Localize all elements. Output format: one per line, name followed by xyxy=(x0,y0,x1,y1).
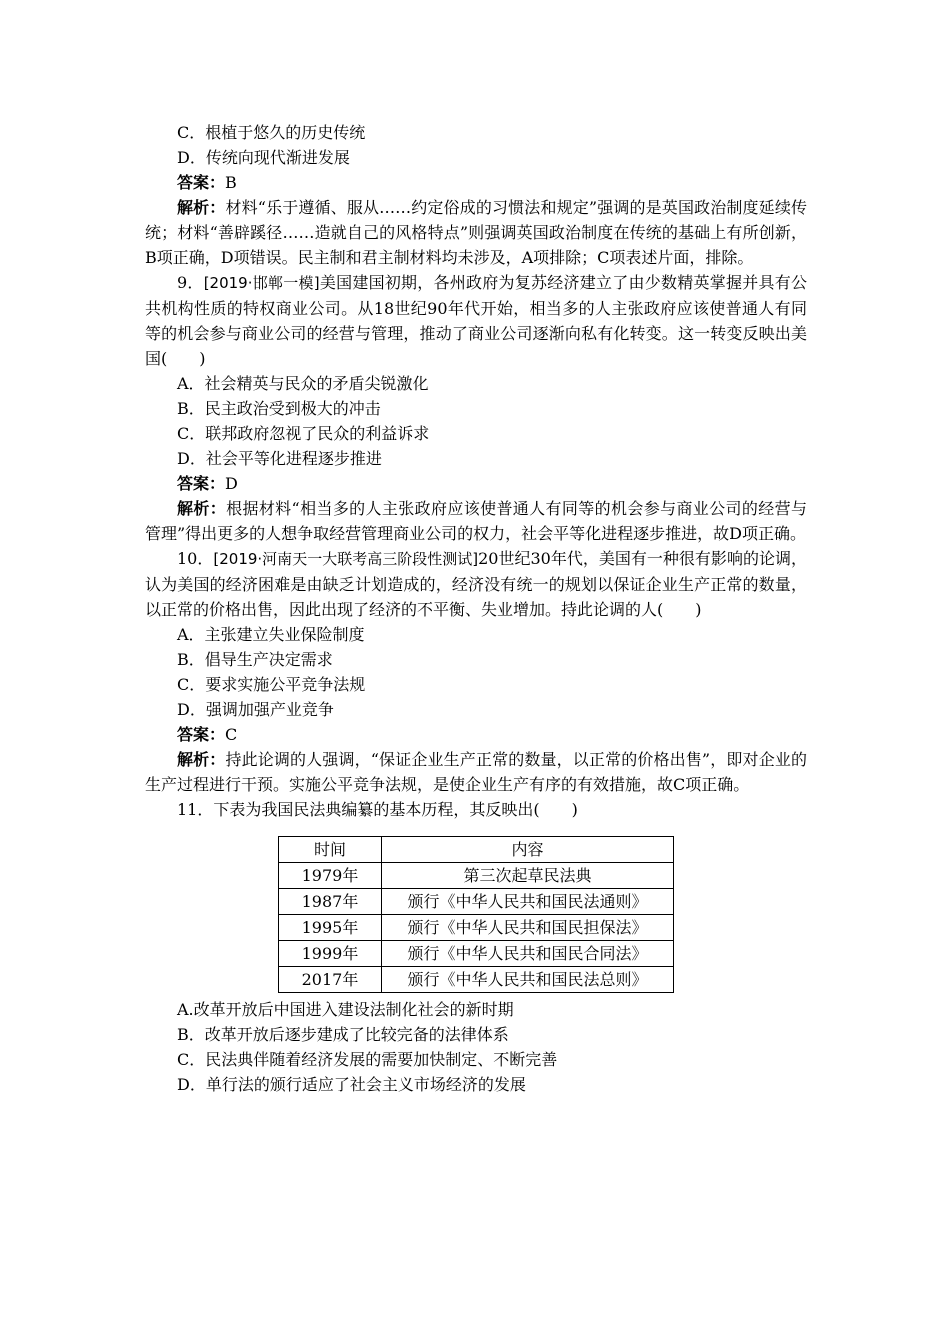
q9-option-d: D．社会平等化进程逐步推进 xyxy=(177,449,382,468)
q11-option-d: D．单行法的颁行适应了社会主义市场经济的发展 xyxy=(177,1075,526,1094)
q11-stem xyxy=(145,797,807,822)
table-cell-content: 颁行《中华人民共和国民法总则》 xyxy=(382,967,674,993)
q8-option-d: D．传统向现代渐进发展 xyxy=(177,148,350,167)
table-cell-year: 1979年 xyxy=(279,863,382,889)
question-text: 20世纪30年代，美国有一种很有影响的论调，认为美国的经济困难是由缺乏计划造成的，经济没有统一的规划以保证企业生产正常的数量，以正常的价格出售，因此出现了经济的不平衡、失业增加。持此论调的人( ) xyxy=(145,549,807,619)
q8-analysis xyxy=(145,195,807,270)
table-header-row xyxy=(279,837,674,863)
table-cell-content: 颁行《中华人民共和国民担保法》 xyxy=(382,915,674,941)
question-source: [2019·邯郸一模] xyxy=(203,274,320,292)
q10-option-c: C．要求实施公平竞争法规 xyxy=(177,675,366,694)
q10-answer xyxy=(145,722,807,747)
question-number: 11． xyxy=(177,800,214,819)
table-cell-year: 1987年 xyxy=(279,889,382,915)
table-cell-content: 颁行《中华人民共和国民合同法》 xyxy=(382,941,674,967)
table-cell-content: 第三次起草民法典 xyxy=(382,863,674,889)
analysis-label: 解析： xyxy=(177,499,227,518)
q8-answer xyxy=(145,170,807,195)
answer-value: C xyxy=(225,725,238,744)
analysis-text: 根据材料“相当多的人主张政府应该使普通人有同等的机会参与商业公司的经营与管理”得出更多的人想争取经营管理商业公司的权力，社会平等化进程逐步推进，故D项正确。 xyxy=(145,499,807,543)
table-cell-year: 2017年 xyxy=(279,967,382,993)
q9-option-a: A．社会精英与民众的矛盾尖锐激化 xyxy=(177,374,429,393)
civil-code-history-table xyxy=(278,836,674,993)
document-page xyxy=(145,120,807,1097)
q10-option-d: D．强调加强产业竞争 xyxy=(177,700,334,719)
table-cell-year: 1999年 xyxy=(279,941,382,967)
q10-option-b: B．倡导生产决定需求 xyxy=(177,650,333,669)
question-source: [2019·河南天一大联考高三阶段性测试] xyxy=(213,550,479,568)
table-row xyxy=(279,889,674,915)
question-text: 下表为我国民法典编纂的基本历程，其反映出( ) xyxy=(213,800,578,819)
analysis-text: 材料“乐于遵循、服从……约定俗成的习惯法和规定”强调的是英国政治制度延续传统；材料“善辟蹊径……造就自己的风格特点”则强调英国政治制度在传统的基础上有所创新，B项正确，D项错误。民主制和君主制材料均未涉及，A项排除；C项表述片面，排除。 xyxy=(145,198,807,267)
q9-option-c: C．联邦政府忽视了民众的利益诉求 xyxy=(177,424,430,443)
q10-stem xyxy=(145,546,807,622)
q11-option-b: B．改革开放后逐步建成了比较完备的法律体系 xyxy=(177,1025,509,1044)
table-header-content: 内容 xyxy=(382,837,674,863)
q9-analysis xyxy=(145,496,807,546)
q11-option-c: C．民法典伴随着经济发展的需要加快制定、不断完善 xyxy=(177,1050,558,1069)
table-cell-content: 颁行《中华人民共和国民法通则》 xyxy=(382,889,674,915)
answer-label: 答案： xyxy=(177,725,226,744)
table-cell-year: 1995年 xyxy=(279,915,382,941)
answer-label: 答案： xyxy=(177,474,226,493)
table-row xyxy=(279,863,674,889)
q8-option-c: C．根植于悠久的历史传统 xyxy=(177,123,366,142)
answer-value: B xyxy=(225,173,237,192)
analysis-text: 持此论调的人强调，“保证企业生产正常的数量，以正常的价格出售”，即对企业的生产过程进行干预。实施公平竞争法规，是使企业生产有序的有效措施，故C项正确。 xyxy=(145,750,807,794)
question-number: 10． xyxy=(177,549,214,568)
table-header-time: 时间 xyxy=(279,837,382,863)
question-number: 9． xyxy=(177,273,204,292)
q11-option-a: A.改革开放后中国进入建设法制化社会的新时期 xyxy=(177,1000,514,1019)
table-row xyxy=(279,915,674,941)
q9-option-b: B．民主政治受到极大的冲击 xyxy=(177,399,381,418)
q9-stem xyxy=(145,270,807,371)
table-row xyxy=(279,967,674,993)
q10-analysis xyxy=(145,747,807,797)
answer-label: 答案： xyxy=(177,173,226,192)
answer-value: D xyxy=(225,474,238,493)
analysis-label: 解析： xyxy=(177,750,226,769)
table-row xyxy=(279,941,674,967)
question-text: 美国建国初期，各州政府为复苏经济建立了由少数精英掌握并具有公共机构性质的特权商业公司。从18世纪90年代开始，相当多的人主张政府应该使普通人有同等的机会参与商业公司的经营与管理，推动了商业公司逐渐向私有化转变。这一转变反映出美国( ) xyxy=(145,273,807,368)
q9-answer xyxy=(145,471,807,496)
analysis-label: 解析： xyxy=(177,198,226,217)
q10-option-a: A．主张建立失业保险制度 xyxy=(177,625,365,644)
